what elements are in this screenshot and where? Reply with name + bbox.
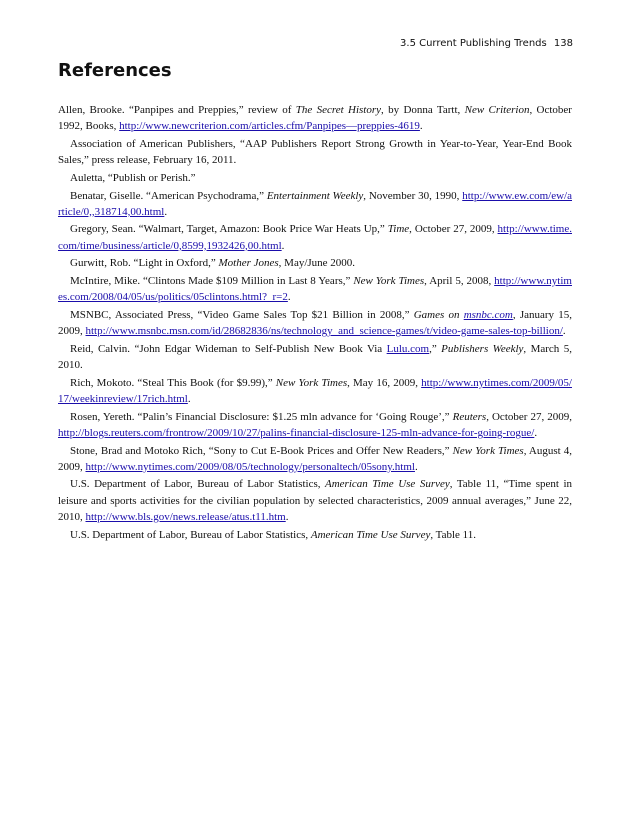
reference-text: Auletta, “Publish or Perish.” [70,171,196,184]
italic-title: Mother Jones [218,257,279,270]
reference-entry [58,527,572,543]
reference-text: Association of American Publishers, “AAP Publishers Report Strong Growth in Year-to-Year, Year-End Book Sales,” press release, February 16, 2011. [58,137,572,167]
reference-link[interactable]: http://www.nytimes.com/2009/05/17/weekinreview/17rich.html [58,376,572,405]
reference-text: , March 5, 2010. [58,342,572,372]
reference-text: Reid, Calvin. “John Edgar Wideman to Self-Publish New Book Via [70,342,387,355]
italic-title: New York Times [275,376,348,389]
reference-text: Benatar, Giselle. “American Psychodrama,” [70,189,267,202]
section-title: 3.5 Current Publishing Trends [400,38,547,49]
reference-text: , October 1992, Books, [58,104,572,133]
reference-text: Stone, Brad and Motoko Rich, “Sony to Cut E-Book Prices and Offer New Readers,” [70,444,453,457]
reference-text: , October 27, 2009, [409,223,498,236]
italic-title: American Time Use Survey [310,528,431,541]
italic-title: Time [387,223,410,236]
reference-text: , Table 11, “Time spent in leisure and sports activities for the civilian population by selected characteristics, 2009 annual averages,” June 22, 2010, [58,478,572,523]
page-number: 138 [553,38,573,49]
italic-title: New Criterion [464,104,530,116]
reference-entry [58,255,572,271]
reference-text: U.S. Department of Labor, Bureau of Labor Statistics, [70,478,326,491]
reference-link[interactable]: http://www.msnbc.msn.com/id/28682836/ns/technology_and_science-games/t/video-game-sales-top-billion/ [85,325,563,338]
reference-text: . [187,392,191,405]
reference-text: , Table 11. [430,528,477,541]
reference-text: . [534,426,538,439]
reference-entry [58,409,572,441]
reference-entry [58,273,572,305]
italic-title: American Time Use Survey [325,478,450,491]
reference-text: , by Donna Tartt, [381,104,465,116]
reference-text: , August 4, 2009, [58,444,572,473]
reference-text: . [285,510,289,523]
reference-text: , May/June 2000. [278,257,356,270]
reference-link[interactable]: http://blogs.reuters.com/frontrow/2009/10/27/palins-financial-disclosure-125-mln-advance-for-going-rogue/ [58,426,535,439]
reference-link[interactable]: http://www.ew.com/ew/article/0,,318714,00.html [58,189,572,218]
reference-link[interactable]: http://www.time.com/time/business/article/0,8599,1932426,00.html [58,223,572,252]
reference-entry [58,307,572,339]
italic-title: Reuters [452,410,487,423]
running-head [400,38,573,49]
reference-text: . [287,291,291,304]
reference-text: Gurwitt, Rob. “Light in Oxford,” [70,257,219,270]
reference-text: , January 15, 2009, [58,308,572,338]
page-title: References [58,60,172,81]
reference-text: . [414,460,418,473]
italic-title: The Secret History [295,104,382,116]
reference-link[interactable]: http://www.nytimes.com/2009/08/05/technology/personaltech/05sony.html [85,460,415,473]
italic-title: New York Times [353,275,425,288]
reference-text: , October 27, 2009, [486,410,572,423]
reference-entry [58,221,572,253]
italic-title: Games on [413,308,464,321]
reference-text: . [281,239,285,252]
reference-text: Allen, Brooke. “Panpipes and Preppies,” review of [58,104,296,116]
reference-entry [58,136,572,168]
reference-link[interactable]: http://www.newcriterion.com/articles.cfm/Panpipes—preppies-4619 [119,120,420,133]
reference-text: , April 5, 2008, [424,275,495,288]
reference-entry [58,476,572,525]
reference-entry [58,188,572,220]
reference-list [58,102,572,544]
reference-link[interactable]: msnbc.com [463,308,513,321]
reference-text: , November 30, 1990, [363,189,463,202]
reference-text: Gregory, Sean. “Walmart, Target, Amazon: Book Price War Heats Up,” [70,223,388,236]
italic-title: Entertainment Weekly [266,189,364,202]
reference-text: , May 16, 2009, [347,376,422,389]
italic-title: New York Times [452,444,524,457]
reference-text: U.S. Department of Labor, Bureau of Labor Statistics, [70,528,311,541]
reference-text: McIntire, Mike. “Clintons Made $109 Million in Last 8 Years,” [70,275,354,288]
reference-link[interactable]: http://www.nytimes.com/2008/04/05/us/politics/05clintons.html?_r=2 [58,275,572,304]
reference-text: . [562,325,566,338]
reference-link[interactable]: Lulu.com [386,342,430,355]
reference-text: . [419,120,423,133]
reference-text: Rich, Mokoto. “Steal This Book (for $9.99),” [70,376,276,389]
reference-text: MSNBC, Associated Press, “Video Game Sales Top $21 Billion in 2008,” [70,308,414,321]
reference-text: ,” [429,342,442,355]
reference-entry [58,375,572,407]
reference-entry [58,170,572,186]
reference-link[interactable]: http://www.bls.gov/news.release/atus.t11.htm [85,510,286,523]
reference-entry [58,443,572,475]
italic-title: Publishers Weekly [441,342,524,355]
reference-entry [58,341,572,373]
reference-text: Rosen, Yereth. “Palin’s Financial Disclosure: $1.25 mln advance for ‘Going Rouge’,” [70,410,453,423]
reference-text: . [164,205,168,218]
reference-entry [58,102,572,134]
